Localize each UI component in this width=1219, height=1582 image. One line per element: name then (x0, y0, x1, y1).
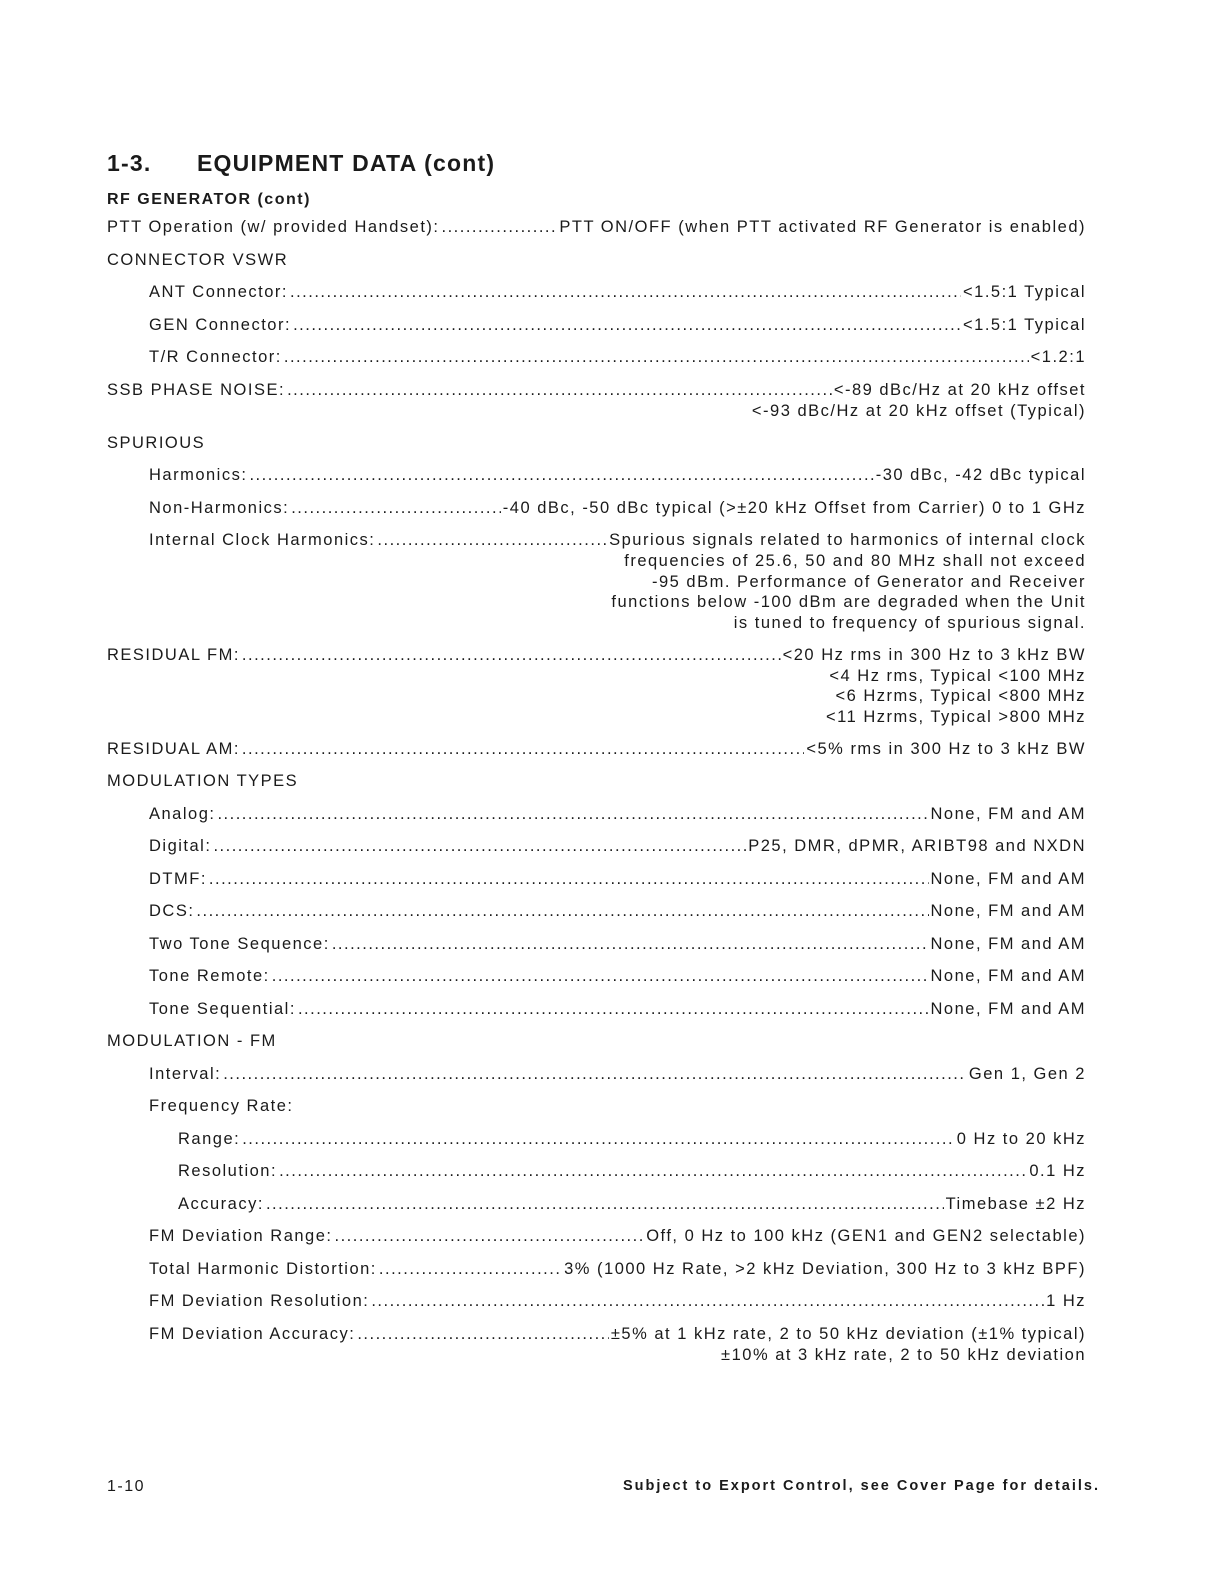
leader-dots (371, 1291, 1044, 1312)
spec-fm-deviation-range (107, 1226, 1086, 1247)
spec-label: Resolution: (178, 1162, 278, 1180)
spec-label: DTMF: (149, 869, 207, 888)
spec-ptt (107, 217, 1086, 238)
spec-value: -40 dBc, -50 dBc typical (>±20 kHz Offset from Carrier) 0 to 1 GHz (502, 498, 1086, 517)
spec-value: None, FM and AM (930, 869, 1086, 888)
spec-range (107, 1129, 1086, 1150)
spec-value: PTT ON/OFF (when PTT activated RF Generator is enabled) (559, 218, 1086, 236)
leader-dots (377, 530, 607, 551)
spec-value-continued: -95 dBm. Performance of Generator and Receiver (651, 572, 1086, 591)
spec-label: PTT Operation (w/ provided Handset): (107, 218, 440, 236)
spec-label: Tone Sequential: (149, 999, 296, 1018)
page-footer (107, 1478, 1100, 1496)
document-page (107, 150, 1086, 1377)
leader-dots (272, 966, 929, 987)
spec-tone-sequential (107, 999, 1086, 1020)
spec-value: None, FM and AM (930, 902, 1086, 920)
spec-fm-deviation-accuracy (107, 1324, 1086, 1366)
spec-value: <20 Hz rms in 300 Hz to 3 kHz BW (782, 645, 1086, 664)
spec-value-continued: <6 Hzrms, Typical <800 MHz (835, 687, 1086, 705)
spec-label: SSB PHASE NOISE: (107, 380, 286, 399)
spec-residual-am (107, 739, 1086, 760)
spec-interval (107, 1064, 1086, 1085)
spec-value: P25, DMR, dPMR, ARIBT98 and NXDN (748, 837, 1086, 855)
spec-dcs (107, 901, 1086, 922)
spec-residual-fm (107, 645, 1086, 728)
spec-resolution (107, 1161, 1086, 1182)
spec-label: Range: (178, 1129, 241, 1148)
leader-dots (290, 282, 961, 303)
leader-dots (335, 1226, 645, 1247)
spec-total-harmonic-distortion (107, 1259, 1086, 1280)
heading-frequency-rate: Frequency Rate: (149, 1097, 294, 1115)
spec-label: Total Harmonic Distortion: (149, 1259, 377, 1278)
spec-harmonics (107, 465, 1086, 486)
leader-dots (357, 1324, 609, 1345)
section-title (107, 150, 1086, 177)
spec-digital (107, 836, 1086, 857)
heading-modulation-fm: MODULATION - FM (107, 1032, 277, 1050)
spec-label: Interval: (149, 1064, 222, 1083)
subsection-title: RF GENERATOR (cont) (107, 191, 311, 208)
spec-value: -30 dBc, -42 dBc typical (875, 466, 1086, 484)
spec-value-continued: <11 Hzrms, Typical >800 MHz (826, 707, 1086, 726)
spec-label: Harmonics: (149, 466, 248, 484)
spec-label: Two Tone Sequence: (149, 934, 330, 953)
leader-dots (379, 1259, 562, 1280)
spec-value: None, FM and AM (930, 967, 1086, 985)
spec-ssb-phase-noise (107, 380, 1086, 422)
spec-tone-remote (107, 966, 1086, 987)
spec-tr-connector (107, 347, 1086, 368)
leader-dots (332, 934, 929, 955)
leader-dots (298, 999, 929, 1020)
spec-ant-connector (107, 282, 1086, 303)
spec-value: Timebase ±2 Hz (945, 1194, 1086, 1213)
section-number: 1-3. (107, 150, 152, 176)
spec-non-harmonics (107, 498, 1086, 519)
spec-label: RESIDUAL AM: (107, 739, 240, 758)
spec-value: 0.1 Hz (1029, 1162, 1086, 1180)
spec-value-continued: is tuned to frequency of spurious signal. (733, 613, 1086, 632)
spec-dtmf (107, 869, 1086, 890)
leader-dots (279, 1161, 1027, 1182)
leader-dots (213, 836, 746, 857)
leader-dots (196, 901, 928, 922)
spec-label: DCS: (149, 902, 195, 920)
spec-value: <5% rms in 300 Hz to 3 kHz BW (806, 739, 1086, 758)
spec-value: 3% (1000 Hz Rate, >2 kHz Deviation, 300 Hz to 3 kHz BPF) (564, 1259, 1086, 1278)
leader-dots (217, 804, 928, 825)
page-number: 1-10 (107, 1478, 146, 1495)
spec-value: <1.5:1 Typical (963, 315, 1086, 334)
heading-modulation-types: MODULATION TYPES (107, 772, 299, 790)
spec-value-continued: frequencies of 25.6, 50 and 80 MHz shall not exceed (624, 552, 1086, 570)
spec-label: ANT Connector: (149, 283, 288, 301)
leader-dots (287, 380, 832, 401)
spec-value: <1.5:1 Typical (963, 283, 1086, 301)
spec-internal-clock-harmonics (107, 530, 1086, 633)
spec-label: FM Deviation Resolution: (149, 1292, 370, 1310)
spec-label: T/R Connector: (149, 348, 282, 366)
leader-dots (284, 347, 1029, 368)
spec-value-continued: <-93 dBc/Hz at 20 kHz offset (Typical) (751, 401, 1086, 420)
spec-accuracy (107, 1194, 1086, 1215)
export-control-notice: Subject to Export Control, see Cover Page for details. (622, 1478, 1100, 1494)
spec-two-tone-sequence (107, 934, 1086, 955)
spec-value: None, FM and AM (930, 934, 1086, 953)
leader-dots (209, 869, 929, 890)
spec-value: 1 Hz (1046, 1292, 1086, 1310)
spec-label: Accuracy: (178, 1194, 264, 1213)
heading-connector-vswr: CONNECTOR VSWR (107, 250, 289, 269)
leader-dots (293, 315, 961, 336)
leader-dots (242, 1129, 955, 1150)
leader-dots (442, 217, 558, 238)
spec-gen-connector (107, 315, 1086, 336)
spec-value-continued: functions below -100 dBm are degraded when the Unit (611, 593, 1086, 611)
spec-label: GEN Connector: (149, 315, 292, 334)
spec-label: Tone Remote: (149, 967, 270, 985)
spec-label: FM Deviation Accuracy: (149, 1324, 356, 1343)
spec-value: ±5% at 1 kHz rate, 2 to 50 kHz deviation (±1% typical) (610, 1324, 1086, 1343)
heading-spurious: SPURIOUS (107, 433, 206, 452)
spec-value: <1.2:1 (1030, 348, 1086, 366)
leader-dots (249, 465, 873, 486)
spec-value: 0 Hz to 20 kHz (956, 1129, 1086, 1148)
spec-label: Non-Harmonics: (149, 498, 290, 517)
spec-value-continued: ±10% at 3 kHz rate, 2 to 50 kHz deviation (721, 1345, 1086, 1364)
spec-analog (107, 804, 1086, 825)
leader-dots (242, 645, 781, 666)
leader-dots (266, 1194, 944, 1215)
spec-value: <-89 dBc/Hz at 20 kHz offset (833, 380, 1086, 399)
spec-value: Off, 0 Hz to 100 kHz (GEN1 and GEN2 selectable) (646, 1227, 1086, 1245)
spec-value: None, FM and AM (930, 804, 1086, 823)
spec-label: RESIDUAL FM: (107, 645, 240, 664)
spec-value: Gen 1, Gen 2 (968, 1064, 1086, 1083)
spec-label: Analog: (149, 804, 216, 823)
spec-value-continued: <4 Hz rms, Typical <100 MHz (829, 666, 1086, 685)
spec-value: Spurious signals related to harmonics of internal clock (609, 531, 1086, 549)
spec-label: Internal Clock Harmonics: (149, 531, 376, 549)
spec-label: FM Deviation Range: (149, 1227, 333, 1245)
leader-dots (223, 1064, 967, 1085)
spec-value: None, FM and AM (930, 999, 1086, 1018)
leader-dots (291, 498, 501, 519)
leader-dots (242, 739, 804, 760)
spec-label: Digital: (149, 837, 212, 855)
spec-fm-deviation-resolution (107, 1291, 1086, 1312)
section-title-text: EQUIPMENT DATA (cont) (197, 150, 496, 176)
